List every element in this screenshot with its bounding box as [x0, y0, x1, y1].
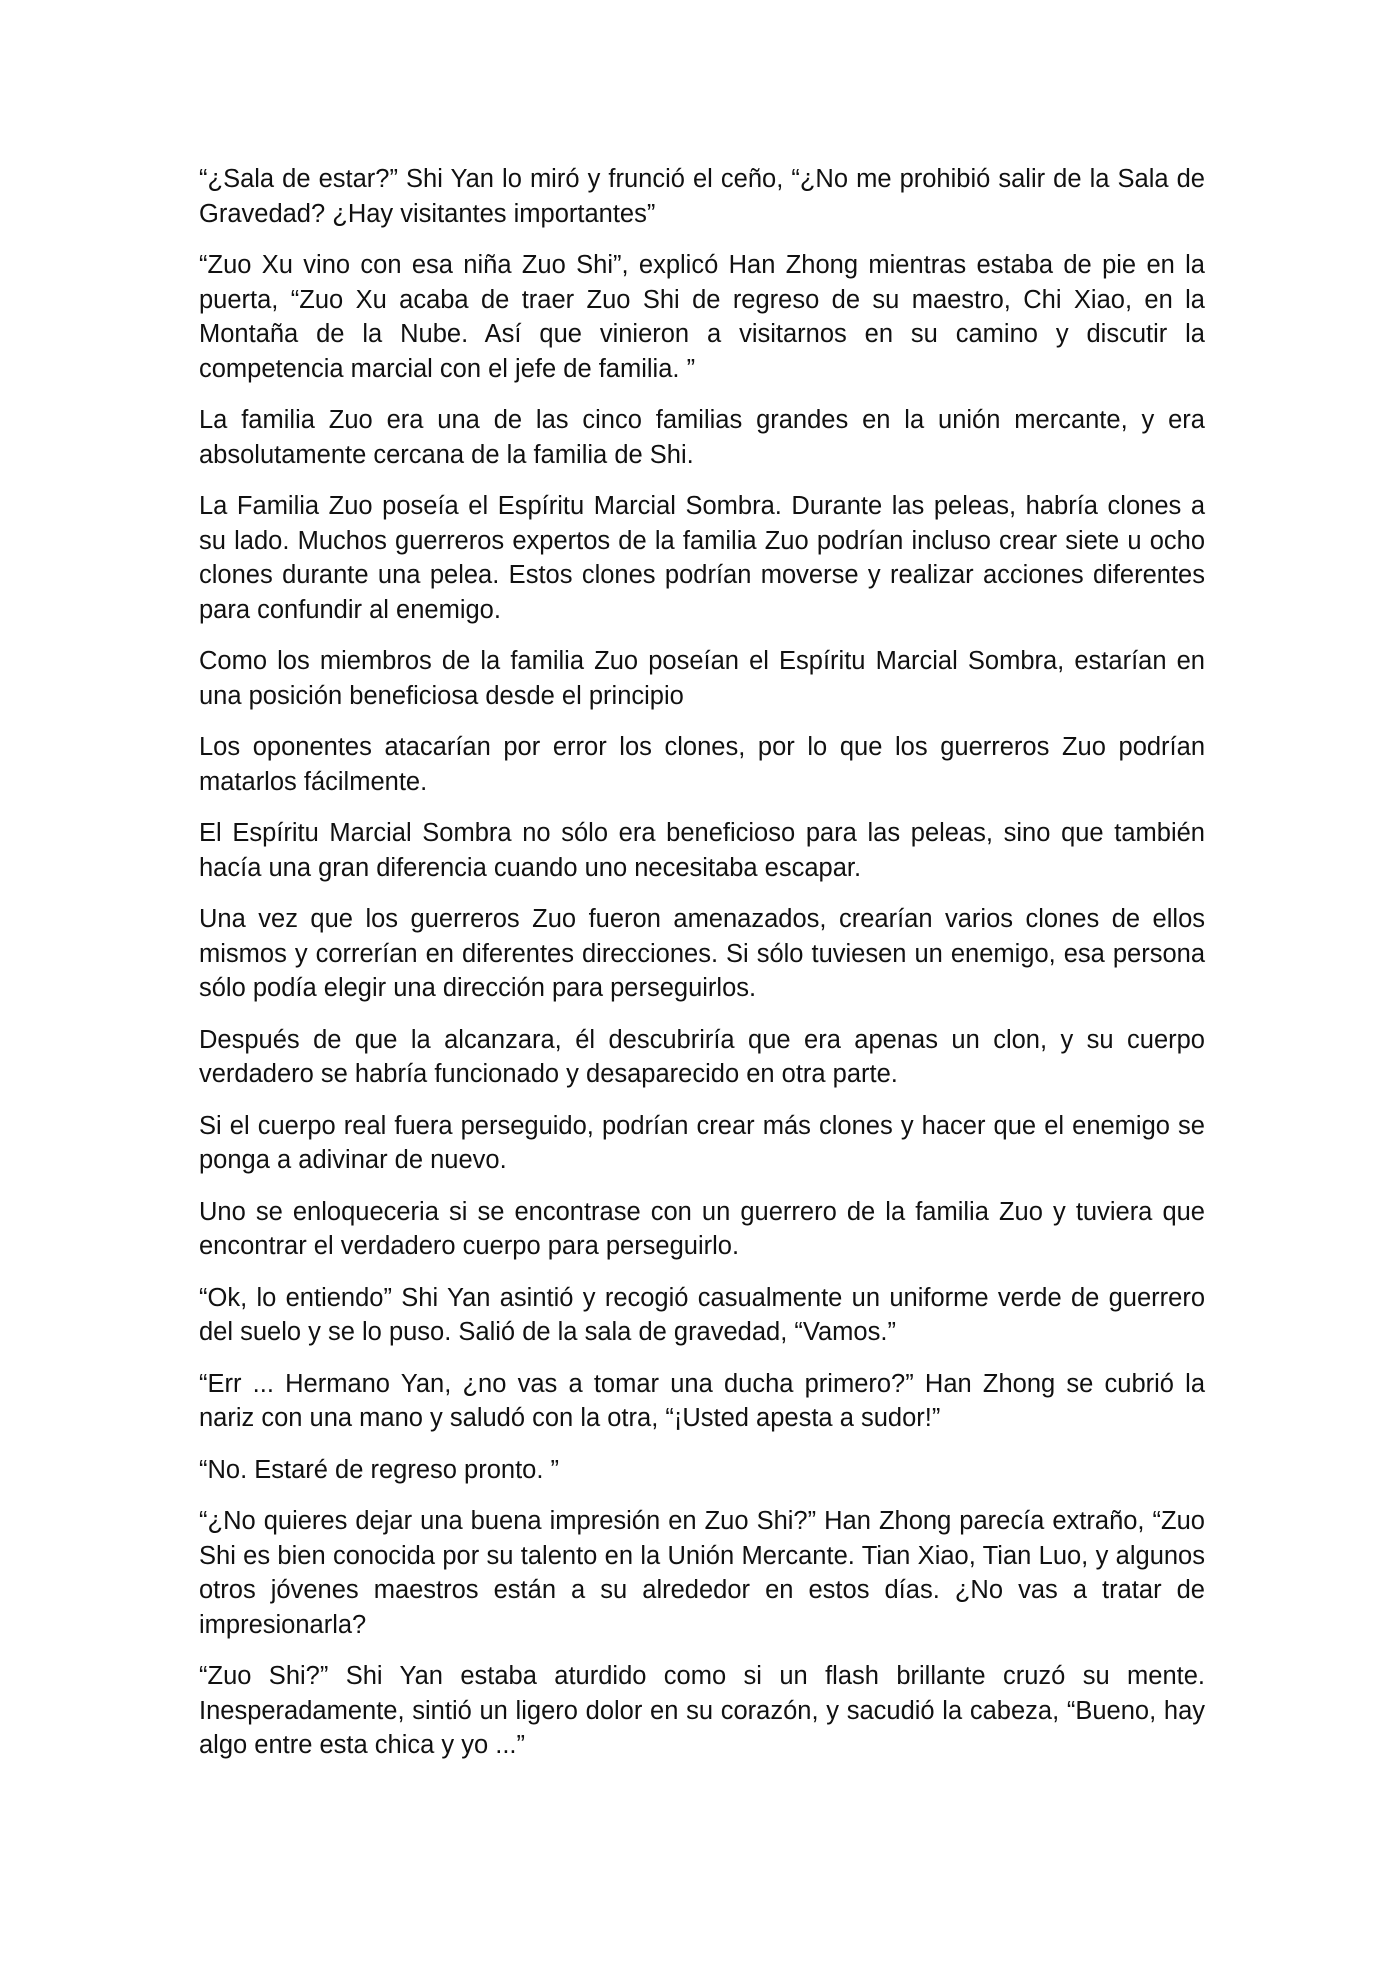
paragraph: Después de que la alcanzara, él descubriría que era apenas un clon, y su cuerpo verdadero se habría funcionado y desaparecido en otra parte. — [199, 1025, 1205, 1088]
paragraph: “No. Estaré de regreso pronto. ” — [199, 1455, 560, 1484]
paragraph: El Espíritu Marcial Sombra no sólo era beneficioso para las peleas, sino que también hacía una gran diferencia cuando uno necesitaba escapar. — [199, 819, 1205, 882]
paragraph: “Zuo Xu vino con esa niña Zuo Shi”, explicó Han Zhong mientras estaba de pie en la puerta, “Zuo Xu acaba de traer Zuo Shi de regreso de su maestro, Chi Xiao, en la Montaña de la Nube. Así que vinieron a visitarnos en su camino y discutir la competencia marcial con el jefe de familia. ” — [199, 251, 1205, 383]
paragraph: “Err ... Hermano Yan, ¿no vas a tomar una ducha primero?” Han Zhong se cubrió la nariz con una mano y saludó con la otra, “¡Usted apesta a sudor!” — [199, 1369, 1205, 1432]
paragraph: Como los miembros de la familia Zuo poseían el Espíritu Marcial Sombra, estarían en una posición beneficiosa desde el principio — [199, 647, 1205, 710]
paragraph: “Zuo Shi?” Shi Yan estaba aturdido como si un flash brillante cruzó su mente. Inesperadamente, sintió un ligero dolor en su corazón, y sacudió la cabeza, “Bueno, hay algo entre esta chica y yo ...” — [199, 1662, 1205, 1759]
paragraph: Una vez que los guerreros Zuo fueron amenazados, crearían varios clones de ellos mismos y correrían en diferentes direcciones. Si sólo tuviesen un enemigo, esa persona sólo podía elegir una dirección para perseguirlos. — [199, 905, 1205, 1002]
paragraph: La familia Zuo era una de las cinco familias grandes en la unión mercante, y era absolutamente cercana de la familia de Shi. — [199, 406, 1205, 469]
paragraph: La Familia Zuo poseía el Espíritu Marcial Sombra. Durante las peleas, habría clones a su lado. Muchos guerreros expertos de la familia Zuo podrían incluso crear siete u ocho clones durante una pelea. Estos clones podrían moverse y realizar acciones diferentes para confundir al enemigo. — [199, 492, 1205, 624]
paragraph: Si el cuerpo real fuera perseguido, podrían crear más clones y hacer que el enemigo se ponga a adivinar de nuevo. — [199, 1111, 1205, 1174]
paragraph: “¿No quieres dejar una buena impresión en Zuo Shi?” Han Zhong parecía extraño, “Zuo Shi es bien conocida por su talento en la Unión Mercante. Tian Xiao, Tian Luo, y algunos otros jóvenes maestros están a su alrededor en estos días. ¿No vas a tratar de impresionarla? — [199, 1507, 1205, 1639]
paragraph: Los oponentes atacarían por error los clones, por lo que los guerreros Zuo podrían matarlos fácilmente. — [199, 733, 1205, 796]
paragraph: Uno se enloqueceria si se encontrase con un guerrero de la familia Zuo y tuviera que encontrar el verdadero cuerpo para perseguirlo. — [199, 1197, 1205, 1260]
document-page — [199, 162, 1205, 1780]
paragraph: “¿Sala de estar?” Shi Yan lo miró y frunció el ceño, “¿No me prohibió salir de la Sala de Gravedad? ¿Hay visitantes importantes” — [199, 165, 1205, 228]
paragraph: “Ok, lo entiendo” Shi Yan asintió y recogió casualmente un uniforme verde de guerrero del suelo y se lo puso. Salió de la sala de gravedad, “Vamos.” — [199, 1283, 1205, 1346]
